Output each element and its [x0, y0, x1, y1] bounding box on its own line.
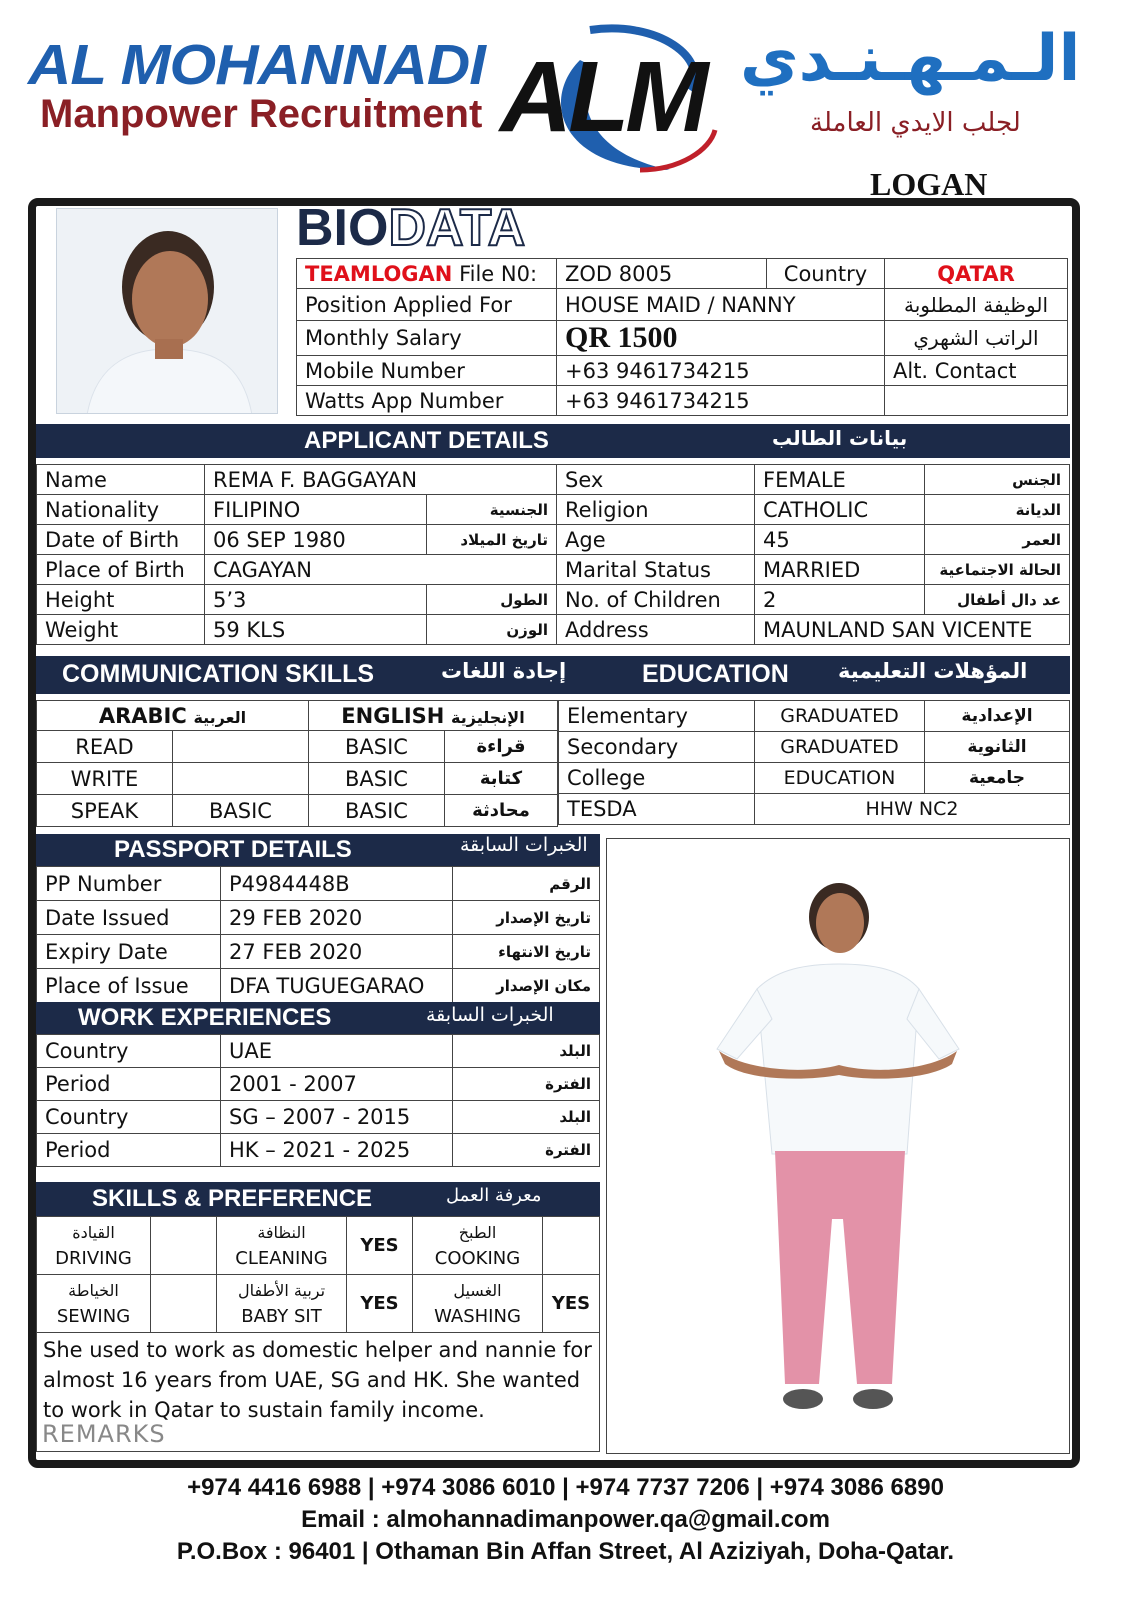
- education-title: EDUCATION: [642, 660, 789, 688]
- skill-sewing: [37, 1275, 151, 1333]
- applicant-label-2: No. of Children: [557, 585, 755, 615]
- education-level-arabic: الثانوية: [925, 732, 1070, 763]
- comm-skill-arabic: قراءة: [445, 731, 558, 763]
- work-value: SG – 2007 - 2015: [221, 1101, 453, 1134]
- education-row: [559, 701, 1070, 732]
- communication-row: [37, 731, 558, 763]
- alt-contact-label: Alt. Contact: [885, 356, 1068, 386]
- remarks-text: She used to work as domestic helper and nannie for almost 16 years from UAE, SG and HK. She wanted to work in Qatar to sustain family income.: [36, 1332, 600, 1452]
- applicant-details-title: APPLICANT DETAILS: [304, 427, 549, 454]
- communication-table: [36, 700, 558, 827]
- education-status: GRADUATED: [755, 701, 925, 732]
- passport-label-arabic: تاريخ الانتهاء: [453, 935, 600, 969]
- applicant-label-2-arabic: عد دال أطفال: [925, 585, 1070, 615]
- biodata-title-outline: DATA: [388, 199, 526, 257]
- work-label-arabic: الفترة: [453, 1068, 600, 1101]
- education-level: Secondary: [559, 732, 755, 763]
- work-label: Period: [37, 1134, 221, 1167]
- communication-title-arabic: إجادة اللغات: [441, 659, 567, 683]
- skill-babysit-value: YES: [347, 1275, 413, 1333]
- passport-value: 27 FEB 2020: [221, 935, 453, 969]
- footer-email: Email : almohannadimanpower.qa@gmail.com: [301, 1506, 830, 1533]
- applicant-value-2: 2: [755, 585, 925, 615]
- passport-row: [37, 969, 600, 1003]
- passport-row: [37, 867, 600, 901]
- work-experience-title: WORK EXPERIENCES: [78, 1004, 332, 1031]
- work-label: Period: [37, 1068, 221, 1101]
- applicant-value: 5’3: [205, 585, 427, 615]
- applicant-label: Nationality: [37, 495, 205, 525]
- applicant-label: Weight: [37, 615, 205, 645]
- work-label: Country: [37, 1035, 221, 1068]
- remarks-label: REMARKS: [42, 1420, 166, 1448]
- work-label-arabic: البلد: [453, 1035, 600, 1068]
- work-label-arabic: البلد: [453, 1101, 600, 1134]
- applicant-label-arabic: الوزن: [427, 615, 557, 645]
- communication-row: [37, 795, 558, 827]
- skill-sewing-value: [151, 1275, 217, 1333]
- comm-skill: SPEAK: [37, 795, 173, 827]
- work-experience-title-arabic: الخبرات السابقة: [426, 1004, 554, 1026]
- passport-label: Place of Issue: [37, 969, 221, 1003]
- passport-value: DFA TUGUEGARAO: [221, 969, 453, 1003]
- applicant-row: [37, 525, 1070, 555]
- education-level: Elementary: [559, 701, 755, 732]
- skills-table: [36, 1216, 600, 1333]
- applicant-full-photo: [606, 838, 1070, 1454]
- applicant-label-2: Sex: [557, 465, 755, 495]
- work-row: [37, 1101, 600, 1134]
- skill-cooking-arabic: الطبخ: [458, 1222, 497, 1242]
- education-level: TESDA: [559, 794, 755, 825]
- applicant-value: REMA F. BAGGAYAN: [205, 465, 557, 495]
- country-value: QATAR: [885, 259, 1068, 289]
- applicant-label: Date of Birth: [37, 525, 205, 555]
- applicant-label: Place of Birth: [37, 555, 205, 585]
- work-value: UAE: [221, 1035, 453, 1068]
- skill-cleaning-value: YES: [347, 1217, 413, 1275]
- passport-label: Expiry Date: [37, 935, 221, 969]
- applicant-row: [37, 555, 1070, 585]
- comm-arabic-level: BASIC: [173, 795, 309, 827]
- english-label-arabic: الإنجليزية: [451, 707, 525, 727]
- brand-subtitle: Manpower Recruitment: [40, 92, 483, 136]
- brand-subtitle-arabic: لجلب الايدي العاملة: [810, 108, 1021, 138]
- education-row: [559, 732, 1070, 763]
- skills-preference-title: SKILLS & PREFERENCE: [92, 1185, 373, 1212]
- skill-sewing-label: SEWING: [56, 1305, 131, 1327]
- comm-skill-arabic: محادثة: [445, 795, 558, 827]
- team-label: TEAMLOGAN: [305, 261, 453, 286]
- skill-babysit-label: BABY SIT: [241, 1305, 322, 1327]
- team-tag: LOGAN: [870, 166, 988, 202]
- applicant-value: 59 KLS: [205, 615, 427, 645]
- country-label: Country: [767, 259, 885, 289]
- file-label: File N0:: [459, 261, 538, 286]
- applicant-value-2: FEMALE: [755, 465, 925, 495]
- applicant-label-2: Age: [557, 525, 755, 555]
- applicant-label-arabic: تاريخ الميلاد: [427, 525, 557, 555]
- whatsapp-value: +63 9461734215: [557, 386, 885, 416]
- skill-babysit-arabic: تربية الأطفال: [237, 1280, 326, 1300]
- file-label-cell: [297, 259, 557, 289]
- applicant-row: [37, 615, 1070, 645]
- passport-label-arabic: تاريخ الإصدار: [453, 901, 600, 935]
- work-value: HK – 2021 - 2025: [221, 1134, 453, 1167]
- comm-skill-arabic: كتابة: [445, 763, 558, 795]
- position-label: Position Applied For: [297, 289, 557, 321]
- brand-name-english: AL MOHANNADI: [28, 32, 485, 97]
- applicant-label-2: Religion: [557, 495, 755, 525]
- mobile-value: +63 9461734215: [557, 356, 885, 386]
- education-level-arabic: الإعدادية: [925, 701, 1070, 732]
- skill-washing-label: WASHING: [434, 1305, 521, 1327]
- work-row: [37, 1035, 600, 1068]
- position-value: HOUSE MAID / NANNY: [557, 289, 885, 321]
- work-label: Country: [37, 1101, 221, 1134]
- passport-details-title: PASSPORT DETAILS: [114, 836, 352, 863]
- work-label-arabic: الفترة: [453, 1134, 600, 1167]
- passport-label-arabic: الرقم: [453, 867, 600, 901]
- whatsapp-label: Watts App Number: [297, 386, 557, 416]
- biodata-title: [296, 198, 525, 258]
- skill-cooking-value: [543, 1217, 600, 1275]
- logo-alm: ALM: [500, 41, 705, 153]
- education-status: EDUCATION: [755, 763, 925, 794]
- position-label-arabic: الوظيفة المطلوبة: [885, 289, 1068, 321]
- applicant-value-2: CATHOLIC: [755, 495, 925, 525]
- footer-phones: +974 4416 6988 | +974 3086 6010 | +974 7737 7206 | +974 3086 6890: [187, 1474, 944, 1501]
- file-number: ZOD 8005: [557, 259, 767, 289]
- brand-name-arabic: الـمـهـنـدي: [740, 22, 1081, 96]
- arabic-label: ARABIC: [98, 703, 187, 728]
- comm-arabic-level: [173, 763, 309, 795]
- passport-details-title-arabic: الخبرات السابقة: [460, 834, 588, 856]
- applicant-photo: [56, 208, 278, 414]
- education-row: [559, 763, 1070, 794]
- applicant-value: 06 SEP 1980: [205, 525, 427, 555]
- salary-value: QR 1500: [557, 321, 885, 356]
- comm-english-level: BASIC: [309, 795, 445, 827]
- skill-sewing-arabic: الخياطة: [68, 1280, 119, 1300]
- passport-label: PP Number: [37, 867, 221, 901]
- passport-row: [37, 935, 600, 969]
- comm-arabic-level: [173, 731, 309, 763]
- english-header: [309, 701, 558, 731]
- skill-cooking: [413, 1217, 543, 1275]
- applicant-label-2-arabic: العمر: [925, 525, 1070, 555]
- skill-babysit: [217, 1275, 347, 1333]
- comm-skill: WRITE: [37, 763, 173, 795]
- skill-cleaning-arabic: النظافة: [257, 1222, 306, 1242]
- skill-driving-label: DRIVING: [55, 1247, 132, 1269]
- applicant-details-header: [36, 424, 1070, 458]
- applicant-label-2-arabic: الديانة: [925, 495, 1070, 525]
- applicant-table: [36, 464, 1070, 645]
- skill-washing: [413, 1275, 543, 1333]
- skill-driving-value: [151, 1217, 217, 1275]
- passport-label-arabic: مكان الإصدار: [453, 969, 600, 1003]
- education-level-arabic: جامعية: [925, 763, 1070, 794]
- passport-table: [36, 866, 600, 1003]
- applicant-value: CAGAYAN: [205, 555, 557, 585]
- applicant-value-2: 45: [755, 525, 925, 555]
- skill-cleaning-label: CLEANING: [235, 1247, 328, 1269]
- comm-skill: READ: [37, 731, 173, 763]
- education-status: HHW NC2: [755, 794, 1070, 825]
- education-level: College: [559, 763, 755, 794]
- education-title-arabic: المؤهلات التعليمية: [838, 659, 1028, 683]
- skill-washing-value: YES: [543, 1275, 600, 1333]
- salary-label: Monthly Salary: [297, 321, 557, 356]
- arabic-label-arabic: العربية: [193, 707, 247, 727]
- footer-address: P.O.Box : 96401 | Othaman Bin Affan Street, Al Aziziyah, Doha-Qatar.: [176, 1538, 955, 1565]
- top-info-table: [296, 258, 1068, 416]
- comm-english-level: BASIC: [309, 731, 445, 763]
- biodata-title-bold: BIO: [296, 199, 389, 257]
- applicant-value-2: MAUNLAND SAN VICENTE: [755, 615, 1070, 645]
- work-table: [36, 1034, 600, 1167]
- english-label: ENGLISH: [341, 703, 445, 728]
- skills-preference-header: [36, 1182, 600, 1216]
- passport-row: [37, 901, 600, 935]
- salary-label-arabic: الراتب الشهري: [885, 321, 1068, 356]
- mobile-label: Mobile Number: [297, 356, 557, 386]
- applicant-label-2-arabic: الحالة الاجتماعية: [925, 555, 1070, 585]
- work-row: [37, 1068, 600, 1101]
- applicant-label-2: Marital Status: [557, 555, 755, 585]
- passport-value: 29 FEB 2020: [221, 901, 453, 935]
- applicant-value: FILIPINO: [205, 495, 427, 525]
- education-status: GRADUATED: [755, 732, 925, 763]
- passport-value: P4984448B: [221, 867, 453, 901]
- communication-row: [37, 763, 558, 795]
- communication-title: COMMUNICATION SKILLS: [62, 660, 375, 688]
- applicant-label-2: Address: [557, 615, 755, 645]
- applicant-label: Name: [37, 465, 205, 495]
- work-row: [37, 1134, 600, 1167]
- education-table: [558, 700, 1070, 825]
- whatsapp-extra-cell: [885, 386, 1068, 416]
- work-experience-header: [36, 1002, 600, 1034]
- passport-details-header: [36, 834, 600, 866]
- skill-cooking-label: COOKING: [434, 1247, 521, 1269]
- skill-cleaning: [217, 1217, 347, 1275]
- applicant-label-arabic: الجنسية: [427, 495, 557, 525]
- skill-washing-arabic: الغسيل: [453, 1280, 502, 1300]
- education-row: [559, 794, 1070, 825]
- applicant-label: Height: [37, 585, 205, 615]
- skill-driving: [37, 1217, 151, 1275]
- arabic-header: [37, 701, 309, 731]
- passport-label: Date Issued: [37, 901, 221, 935]
- applicant-details-title-arabic: بيانات الطالب: [772, 426, 908, 450]
- skills-preference-title-arabic: معرفة العمل: [446, 1185, 542, 1206]
- applicant-value-2: MARRIED: [755, 555, 925, 585]
- applicant-row: [37, 495, 1070, 525]
- work-value: 2001 - 2007: [221, 1068, 453, 1101]
- applicant-row: [37, 465, 1070, 495]
- communication-education-header: [36, 656, 1070, 694]
- applicant-row: [37, 585, 1070, 615]
- skill-driving-arabic: القيادة: [72, 1222, 115, 1242]
- applicant-label-arabic: الطول: [427, 585, 557, 615]
- comm-english-level: BASIC: [309, 763, 445, 795]
- applicant-label-2-arabic: الجنس: [925, 465, 1070, 495]
